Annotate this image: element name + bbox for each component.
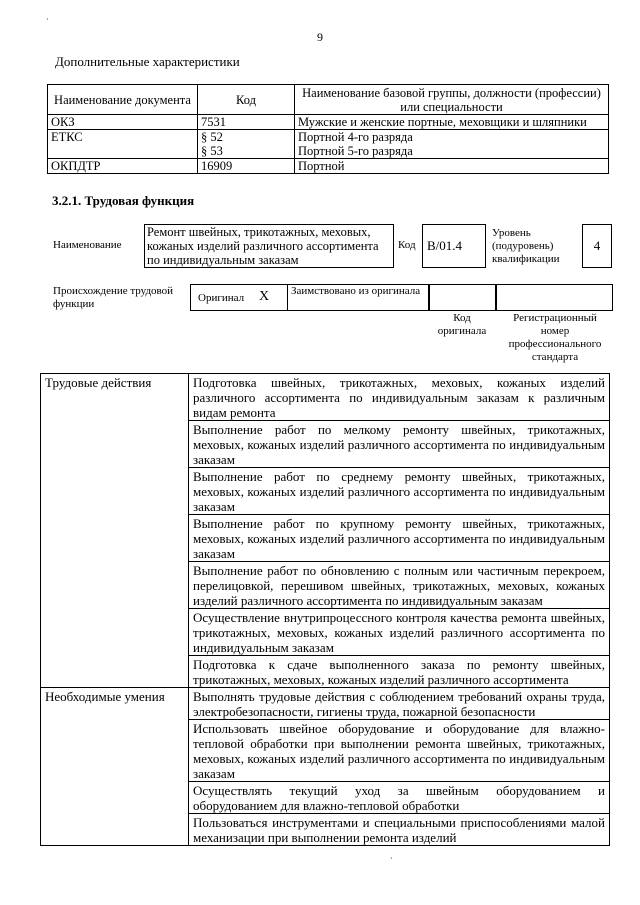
- table-cell: ЕТКС: [48, 130, 198, 159]
- table-cell: Портной 5-го разряда: [295, 144, 609, 159]
- reg-number-box: [496, 284, 613, 311]
- list-item: Подготовка швейных, трикотажных, меховых, кожаных изделий различного ассортимента по индивидуальным заказам к различным видам ремонта: [189, 374, 610, 421]
- list-item: Осуществлять текущий уход за швейным оборудованием и оборудованием для влажно-тепловой обработки: [189, 782, 610, 814]
- corner-mark: ·: [46, 15, 49, 24]
- name-label: Наименование: [53, 239, 122, 251]
- header-document: Наименование документа: [48, 85, 198, 115]
- list-item: Пользоваться инструментами и специальными приспособлениями малой механизации при выполнении ремонта изделий: [189, 814, 610, 846]
- reg-caption: Регистрационный номер профессионального стандарта: [508, 312, 602, 363]
- labor-actions-label: Трудовые действия: [41, 374, 189, 688]
- additional-characteristics-table: [47, 84, 609, 174]
- table-cell: ОКПДТР: [48, 159, 198, 174]
- original-code-box: [428, 284, 496, 311]
- list-item: Выполнение работ по крупному ремонту швейных, трикотажных, меховых, кожаных изделий различного ассортимента по индивидуальным заказам: [189, 515, 610, 562]
- table-cell: ОКЗ: [48, 115, 198, 130]
- list-item: Выполнение работ по мелкому ремонту швейных, трикотажных, меховых, кожаных изделий различного ассортимента по индивидуальным заказам: [189, 421, 610, 468]
- table-cell: Портной: [295, 159, 609, 174]
- table-cell: 16909: [198, 159, 295, 174]
- table-cell: § 52: [198, 130, 295, 145]
- list-item: Подготовка к сдаче выполненного заказа по ремонту швейных, трикотажных, меховых, кожаных изделий различного ассортимента: [189, 656, 610, 688]
- function-heading: 3.2.1. Трудовая функция: [52, 193, 195, 208]
- origin-label: Происхождение трудовой функции: [53, 285, 174, 310]
- code-label: Код: [398, 239, 416, 251]
- level-value: 4: [582, 224, 612, 268]
- page-number: 9: [317, 30, 323, 44]
- list-item: Использовать швейное оборудование и оборудование для влажно-тепловой обработки при выполнении ремонта швейных, трикотажных, меховых, кожаных изделий различного ассортимента по индивидуальным заказам: [189, 720, 610, 782]
- original-box: [190, 284, 288, 311]
- code-caption: Код оригинала: [437, 312, 487, 337]
- skills-label: Необходимые умения: [41, 688, 189, 846]
- header-group-name: Наименование базовой группы, должности (профессии) или специальности: [295, 85, 609, 115]
- header-code: Код: [198, 85, 295, 115]
- borrowed-box: Заимствовано из оригинала: [287, 284, 430, 311]
- level-label: Уровень (подуровень) квалификации: [492, 227, 560, 265]
- table-cell: 7531: [198, 115, 295, 130]
- table-cell: Мужские и женские портные, меховщики и шляпники: [295, 115, 609, 130]
- list-item: Осуществление внутрипроцессного контроля качества ремонта швейных, трикотажных, меховых, кожаных изделий различного ассортимента по индивидуальным заказам: [189, 609, 610, 656]
- section-title: Дополнительные характеристики: [55, 54, 240, 69]
- function-name-value: Ремонт швейных, трикотажных, меховых, кожаных изделий различного ассортимента по индивидуальным заказам: [144, 224, 394, 268]
- table-cell: Портной 4-го разряда: [295, 130, 609, 145]
- list-item: Выполнять трудовые действия с соблюдением требований охраны труда, электробезопасности, гигиены труда, пожарной безопасности: [189, 688, 610, 720]
- list-item: Выполнение работ по обновлению с полным или частичным перекроем, перелицовкой, перешивом швейных, трикотажных, меховых, кожаных изделий различного ассортимента по индивидуальным заказам: [189, 562, 610, 609]
- original-mark: X: [259, 289, 270, 304]
- bottom-mark: ·: [390, 854, 393, 863]
- table-cell: § 53: [198, 144, 295, 159]
- function-code-value: B/01.4: [422, 224, 486, 268]
- list-item: Выполнение работ по среднему ремонту швейных, трикотажных, меховых, кожаных изделий различного ассортимента по индивидуальным заказам: [189, 468, 610, 515]
- function-details-table: [40, 373, 610, 846]
- original-label: Оригинал: [198, 292, 245, 304]
